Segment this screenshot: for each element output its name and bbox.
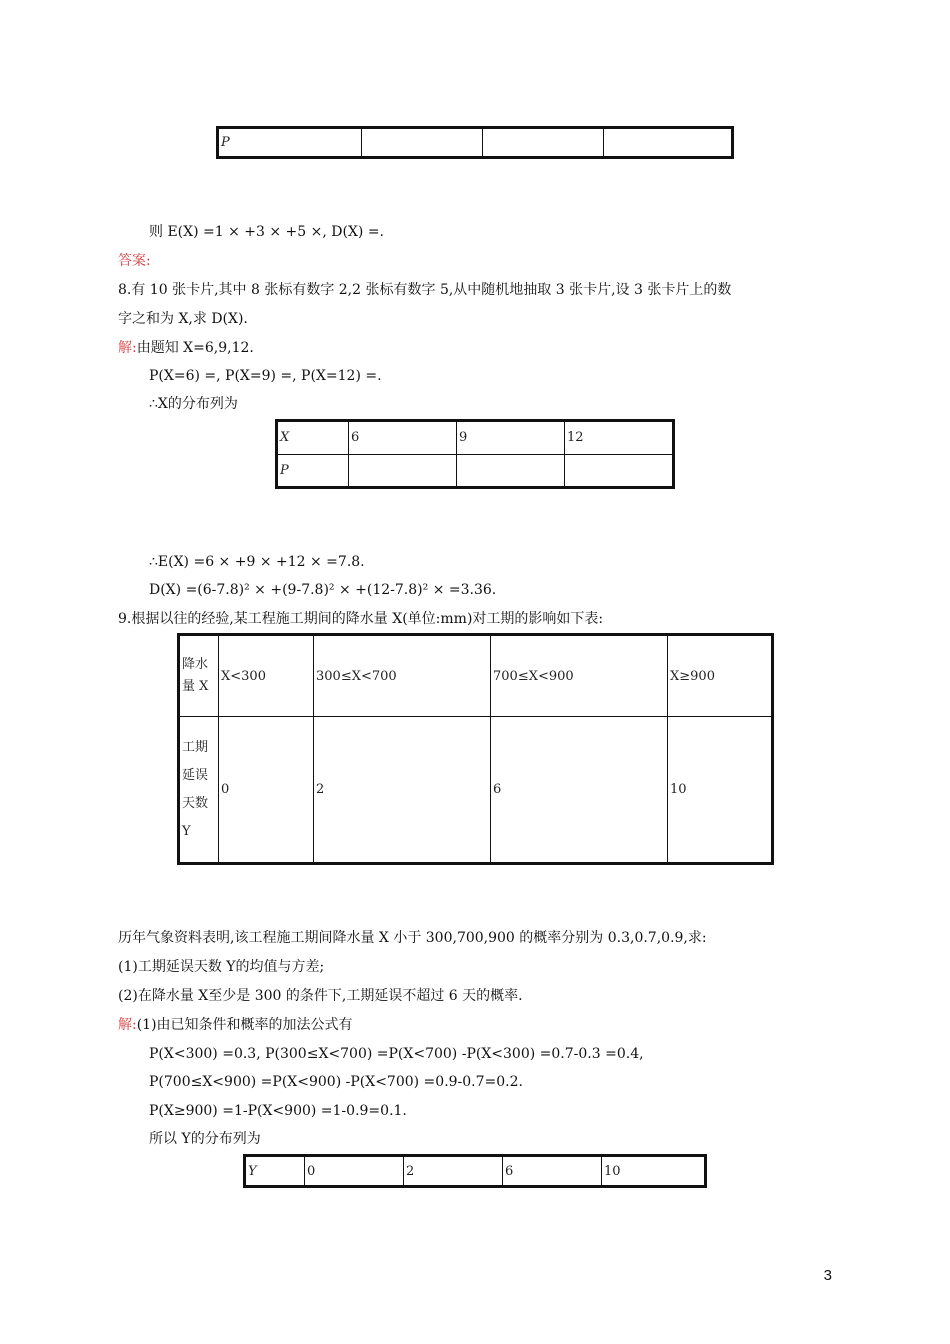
table-cell: 2: [404, 1156, 503, 1187]
table-cell: 6: [491, 717, 668, 864]
table-cell: [483, 128, 604, 158]
q9-text-line3: (1)工期延误天数 Y的均值与方差;: [118, 959, 325, 975]
table-cell: 0: [219, 717, 314, 864]
table-row: [277, 454, 674, 488]
table-cell: 9: [457, 421, 565, 455]
q9-rainfall-table: [177, 633, 774, 865]
q9-solution-line3: P(700≤X<900) =P(X<900) -P(X<700) =0.9-0.7=0.2.: [149, 1074, 523, 1090]
table-cell: [565, 454, 674, 488]
table-cell: [349, 454, 457, 488]
table-cell: 降水量 X: [179, 635, 219, 717]
table-row: [277, 421, 674, 455]
table-cell: 6: [349, 421, 457, 455]
table-cell: 10: [668, 717, 773, 864]
q8-solution-line3: ∴X的分布列为: [149, 396, 238, 412]
solution-label: 解:: [118, 340, 137, 356]
expectation-line: 则 E(X) =1 × +3 × +5 ×, D(X) =.: [149, 224, 385, 240]
q8-solution-line2: P(X=6) =, P(X=9) =, P(X=12) =.: [149, 368, 382, 384]
q9-solution-line1: [118, 1015, 353, 1035]
table-cell: Y: [245, 1156, 305, 1187]
table-row: [245, 1156, 706, 1187]
solution-text: (1)由已知条件和概率的加法公式有: [136, 1017, 353, 1033]
table-cell: X<300: [219, 635, 314, 717]
q9-y-distribution-table: [243, 1154, 707, 1188]
table-cell: 700≤X<900: [491, 635, 668, 717]
table-cell: P: [277, 454, 349, 488]
q9-text-line2: 历年气象资料表明,该工程施工期间降水量 X 小于 300,700,900 的概率分别为 0.3,0.7,0.9,求:: [118, 930, 707, 946]
table-cell: 6: [503, 1156, 602, 1187]
table-cell: 300≤X<700: [314, 635, 491, 717]
q8-distribution-table: [275, 419, 675, 489]
q9-solution-line4: P(X≥900) =1-P(X<900) =1-0.9=0.1.: [149, 1103, 407, 1119]
solution-label: 解:: [118, 1017, 137, 1033]
table-cell: 10: [602, 1156, 706, 1187]
table-row: [218, 128, 733, 158]
table-cell: [604, 128, 733, 158]
q9-text-line1: 9.根据以往的经验,某工程施工期间的降水量 X(单位:mm)对工期的影响如下表:: [118, 611, 604, 627]
q8-text-line1: 8.有 10 张卡片,其中 8 张标有数字 2,2 张标有数字 5,从中随机地抽取 3 张卡片,设 3 张卡片上的数: [118, 282, 732, 298]
q8-solution-line1: [118, 338, 254, 358]
q8-solution-line4: ∴E(X) =6 × +9 × +12 × =7.8.: [149, 554, 365, 570]
answer-label: 答案:: [118, 253, 151, 269]
q9-solution-line5: 所以 Y的分布列为: [149, 1131, 261, 1147]
q9-text-line4: (2)在降水量 X至少是 300 的条件下,工期延误不超过 6 天的概率.: [118, 988, 523, 1004]
table-row: [179, 717, 773, 864]
table-cell: 工期延误天数 Y: [179, 717, 219, 864]
q8-solution-line5: D(X) =(6-7.8)² × +(9-7.8)² × +(12-7.8)² × =3.36.: [149, 582, 497, 598]
table-cell: X: [277, 421, 349, 455]
table-cell: [362, 128, 483, 158]
page-number: 3: [823, 1267, 832, 1284]
table-cell: 12: [565, 421, 674, 455]
top-distribution-table: [216, 126, 734, 159]
q9-solution-line2: P(X<300) =0.3, P(300≤X<700) =P(X<700) -P(X<300) =0.7-0.3 =0.4,: [149, 1046, 644, 1062]
solution-text: 由题知 X=6,9,12.: [136, 340, 254, 356]
table-cell: P: [218, 128, 362, 158]
table-cell: [457, 454, 565, 488]
table-cell: X≥900: [668, 635, 773, 717]
q8-text-line2: 字之和为 X,求 D(X).: [118, 311, 248, 327]
table-cell: 0: [305, 1156, 404, 1187]
table-cell: 2: [314, 717, 491, 864]
table-row: [179, 635, 773, 717]
